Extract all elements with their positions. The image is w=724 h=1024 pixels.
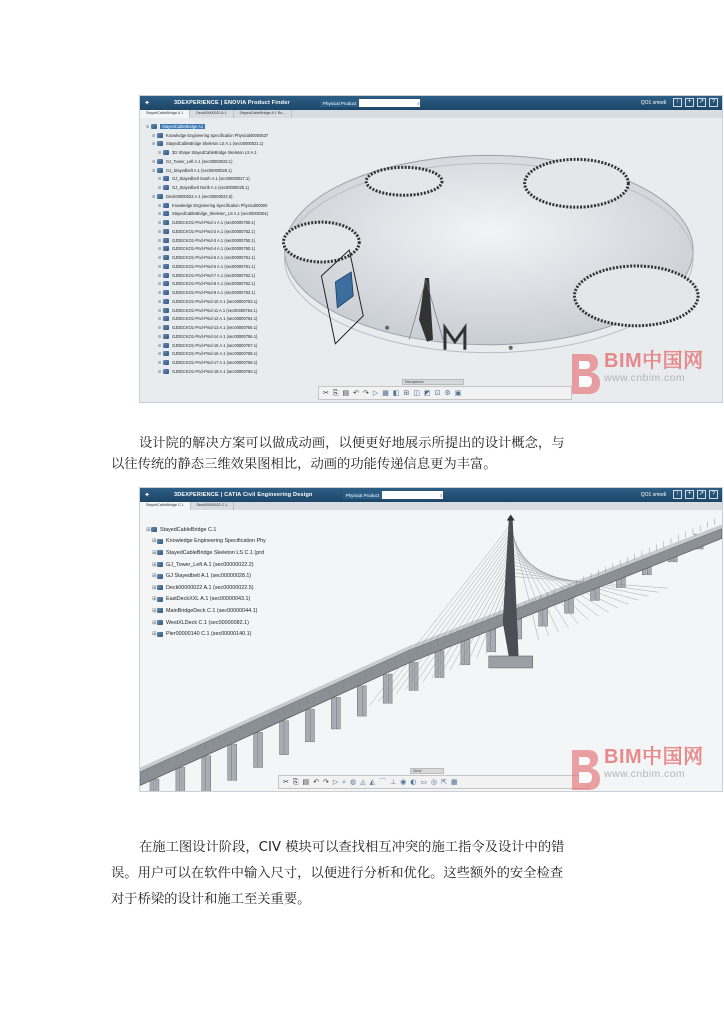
navigation-label: Navigation [405,380,424,384]
product-icon [163,299,169,304]
tree-node[interactable] [146,350,268,359]
render-icon[interactable]: ◐ [410,778,417,786]
print-icon[interactable]: ▦ [451,778,458,786]
cable-ring-left [284,222,360,262]
expand-icon[interactable]: ⊞ [146,526,151,533]
expand-icon[interactable]: ⊞ [152,158,156,164]
tree-node[interactable] [146,605,266,617]
measure-icon[interactable]: ◫ [413,389,420,397]
search-box[interactable] [343,491,443,499]
pier-column [228,744,232,780]
product-icon [163,264,169,269]
paragraph-line: 误。用户可以在软件中输入尺寸，以便进行分析和优化。这些额外的安全检查 [111,866,564,881]
pier-column [336,697,340,728]
product-icon [157,539,163,544]
product-icon [163,238,169,243]
tree-node[interactable] [146,157,268,166]
pier-column [383,674,387,703]
tree-node[interactable] [146,617,266,629]
product-icon [163,351,169,356]
tab-bar [140,502,722,510]
product-icon [157,141,163,146]
view-icon[interactable]: ▣ [454,389,462,397]
bim-logo-icon [566,746,602,794]
tree-node[interactable] [146,192,268,201]
select-icon[interactable]: ▷ [372,389,379,397]
terrain-icon[interactable]: ◭ [369,778,376,786]
tree-node[interactable] [146,628,266,640]
tree-node-label: GJDECKO1-Pnd-Pmd-8 A.1 (sec00000752.1) [172,281,256,287]
tree-node-label: GJ_Tower_Left A.1 (sec00000022.1) [166,158,233,164]
pier-column [285,721,289,755]
tree-node-label: MainBridgeDeck C.1 (sec00000044.1) [166,607,258,614]
tree-node[interactable] [146,323,268,332]
expand-icon[interactable]: ⊞ [158,263,162,269]
product-icon [163,211,169,216]
watermark-url: www.cnbim.com [604,372,686,384]
expand-icon[interactable]: ⊞ [152,631,157,638]
tab-1[interactable]: Deck00000022 A.1 [190,110,233,118]
expand-icon[interactable]: ⊞ [158,316,162,322]
product-icon [163,325,169,330]
tree-node-label: GJ_Tower_Left A.1 (sec00000022.2) [166,561,254,568]
section-icon[interactable]: ◩ [424,389,431,397]
tree-node[interactable] [146,332,268,341]
product-icon [163,176,169,181]
pier-column [331,697,335,728]
product-icon [157,159,163,164]
tree-node-label: GJ Stayedbelt A.1 (sec00000028.1) [166,573,252,580]
expand-icon[interactable]: ⊞ [158,150,162,156]
tree-node[interactable] [146,122,268,131]
tree-node[interactable] [146,236,268,245]
expand-icon[interactable]: ⊞ [158,325,162,331]
watermark-brand: BIM中国网 [604,746,704,768]
tree-node[interactable] [146,536,266,548]
product-icon [163,229,169,234]
tab-1[interactable]: Deck00000022 C.1 [191,502,235,510]
tree-node[interactable] [146,341,268,350]
tree-node-label: GJDECKO1-Pnd-Pmd-10 A.1 (sec00000753.1) [172,298,258,304]
help-icon[interactable]: ? [709,490,718,499]
search-scope-dropdown[interactable]: Physical Product [320,99,360,107]
product-icon [163,360,169,365]
assembly-icon[interactable]: ◧ [392,389,400,397]
product-icon [157,550,163,555]
product-icon [151,124,157,129]
paste-icon[interactable]: ▤ [302,778,310,786]
ds-compass-icon[interactable]: ✦ [144,100,150,107]
export-icon[interactable]: ⇱ [441,778,447,786]
tree-node[interactable] [146,547,266,559]
view-label: View [413,769,422,773]
product-icon [151,527,157,532]
redo-icon[interactable]: ↷ [362,389,369,397]
expand-icon[interactable]: ⊞ [152,193,156,199]
tree-node-label: Deck00000022 A.1 (sec00000022.5) [166,584,254,591]
tree-node-label: 3D Shape StayedCableBridge Skeleton LS A.1 [172,150,257,156]
tree-node-label: GJDECKO1-Pnd-Pmd-5 A.1 (sec00000751.1) [172,255,256,261]
product-icon [163,316,169,321]
expand-icon[interactable]: ⊞ [158,307,162,313]
tools-icon[interactable]: ⚙ [444,389,451,397]
expand-icon[interactable]: ⊞ [158,298,162,304]
tab-0[interactable]: StayedCableBridge C.1 [140,502,191,510]
tree-node-label: StayedCableBridge Skeleton LS A.1 (sec00000021.1) [166,141,264,147]
pier-column [259,732,263,767]
tree-node-label: GJDECKO1-Pnd-Pmd-2 A.1 (sec00000752.1) [172,228,256,234]
tree-node-label: GJ_Stayedbelt South A.1 (sec00000027.1) [172,176,250,182]
tree-node-label: GJDECKO1-Pnd-Pmd-14 A.1 (sec00000756.1) [172,333,258,339]
expand-icon[interactable]: ⊞ [158,333,162,339]
ds-compass-icon[interactable]: ✦ [144,492,150,499]
main-pylon [503,520,519,667]
cable-ring-top-right [525,159,629,207]
expand-icon[interactable]: ⊞ [158,368,162,374]
zoom-icon[interactable]: ⌕ [342,777,347,786]
add-icon[interactable]: + [685,98,694,107]
pier-column [207,756,211,792]
tree-node[interactable] [146,210,268,219]
undo-icon[interactable]: ↶ [313,778,319,786]
navigation-panel[interactable] [402,379,464,385]
expand-icon[interactable]: ⊞ [158,290,162,296]
tree-node-label: GJDECKO1-Pnd-Pmd-16 A.1 (sec00000758.1) [172,351,258,357]
pier-icon[interactable]: ⊥ [390,778,397,786]
product-icon [163,334,169,339]
pier-column [492,627,496,651]
cut-icon[interactable]: ✂ [283,778,289,786]
watermark-url: www.cnbim.com [604,768,686,780]
tree-node[interactable] [146,140,268,149]
paste-icon[interactable]: ▤ [342,389,350,397]
product-icon [163,185,169,190]
product-icon [157,194,163,199]
expand-icon[interactable]: ⊞ [152,619,157,626]
tree-node[interactable] [146,245,268,254]
expand-icon[interactable]: ⊞ [152,584,157,591]
tree-node-label: GJDECKO1-Pnd-Pmd-9 A.1 (sec00000753.1) [172,290,256,296]
globe-icon[interactable]: ◍ [350,778,357,786]
pier-column [233,744,237,780]
select-icon[interactable]: ▷ [332,778,339,786]
tree-node-label: GJDECKO1-Pnd-Pmd-7 A.1 (sec00000752.1) [172,272,256,278]
tree-node[interactable] [146,297,268,306]
explode-icon[interactable]: ⊡ [434,389,441,397]
watermark-bim [566,746,704,794]
tree-node[interactable] [146,367,268,376]
tree-node[interactable] [146,131,268,140]
product-icon [157,608,163,613]
view-panel[interactable] [410,768,444,774]
paragraph-line: 对于桥梁的设计和施工至关重要。 [111,892,311,907]
tree-node[interactable] [146,280,268,289]
product-icon [157,168,163,173]
search-scope-dropdown[interactable]: Physical Product [343,491,383,499]
expand-icon[interactable]: ⊞ [158,176,162,182]
pier-column [357,686,361,716]
tree-node[interactable] [146,148,268,157]
pier-column [435,651,439,678]
tree-node-label: GJDECKO1-Pnd-Pmd-15 A.1 (sec00000757.1) [172,342,258,348]
expand-icon[interactable]: ⊞ [158,272,162,278]
add-icon[interactable]: + [685,490,694,499]
paragraph-line: 在施工图设计阶段，CIV 模块可以查找相互冲突的施工指令及设计中的错 [139,840,565,855]
product-icon [163,246,169,251]
expand-icon[interactable]: ⊞ [152,538,157,545]
pier-column [305,709,309,742]
product-icon [157,597,163,602]
tree-node-label: WestXLDeck C.1 (sec00000082.1) [166,619,249,626]
main-pylon-shaft [507,514,515,520]
pier-column [181,767,185,792]
expand-icon[interactable]: ⊞ [158,360,162,366]
tree-node[interactable] [146,570,266,582]
title-bar [140,96,722,110]
paragraph-animation [111,433,611,475]
cable-ring-bottom-right [575,266,699,326]
tree-node[interactable] [146,262,268,271]
product-icon [163,203,169,208]
expand-icon[interactable]: ⊞ [152,573,157,580]
product-icon [163,150,169,155]
tree-node-label: StayedCableBridge A1 [162,123,204,129]
cable-ring-top-center [366,167,442,195]
expand-icon[interactable]: ⊞ [152,132,156,138]
tree-node-label: StayedCableBridge Skeleton LS C.1 (prd [166,549,264,556]
insert-icon[interactable]: ▦ [382,389,389,397]
expand-icon[interactable]: ⊞ [152,549,157,556]
product-icon [163,290,169,295]
action-toolbar [318,386,572,400]
tree-node-label: GJDECKO1-Pnd-Pmd-18 A.1 (sec00000760.1) [172,368,258,374]
pier-column [254,732,258,767]
cut-icon[interactable]: ✂ [323,389,329,397]
tab-bar [140,110,722,118]
pier-column [388,674,392,703]
tree-node[interactable] [146,166,268,175]
tree-node[interactable] [146,582,266,594]
title-bar [140,488,722,502]
pier-column [466,639,470,665]
user-name[interactable]: QO1 xmedi [640,491,666,498]
paragraph-civ-module [111,835,611,913]
target-icon[interactable]: ◎ [431,778,438,786]
titlebar-icons [641,98,718,107]
tree-node-label: Pier00000140 C.1 (sec00000140.1) [166,631,252,638]
copy-icon[interactable]: ⎘ [292,777,299,786]
expand-icon[interactable]: ⊞ [152,596,157,603]
tree-node[interactable] [146,183,268,192]
undo-icon[interactable]: ↶ [353,389,359,397]
watermark-bim [566,350,704,398]
expand-icon[interactable]: ⊞ [158,202,162,208]
product-icon [163,273,169,278]
search-icon[interactable]: ⌕ [440,492,443,498]
expand-icon[interactable]: ⊞ [152,561,157,568]
paragraph-line: 设计院的解决方案可以做成动画，以便更好地展示所提出的设计概念，与 [139,436,565,451]
broadcast-icon[interactable]: ↗ [698,99,705,105]
expand-icon[interactable]: ⊞ [158,255,162,261]
expand-icon[interactable]: ⊞ [158,211,162,217]
product-icon [157,632,163,637]
tree-node[interactable] [146,271,268,280]
constraint-icon[interactable]: ⊞ [403,389,410,397]
expand-icon[interactable]: ⊞ [158,237,162,243]
tab-0[interactable]: StayedCableBridge A.1 [140,110,190,118]
product-icon [163,281,169,286]
tree-node-label: GJDECKO1-Pnd-Pmd-17 A.1 (sec00000759.1) [172,360,258,366]
tree-node[interactable] [146,524,266,536]
app-title: 3DEXPERIENCE | ENOVIA Product Finder [174,100,290,106]
tree-node-label: GJDECKO1-Pnd-Pmd-1 A.1 (sec00000750.1) [172,220,256,226]
expand-icon[interactable]: ⊞ [158,342,162,348]
tree-node-label: Knowledge Engineering Specification Physical00000 [172,202,268,208]
pier-column [362,686,366,716]
share-icon[interactable]: ↑ [673,98,682,107]
expand-icon[interactable]: ⊞ [152,141,156,147]
tree-node[interactable] [146,358,268,367]
bridge-icon[interactable]: ⌒ [379,778,387,786]
tree-node[interactable] [146,227,268,236]
search-box[interactable] [320,99,420,107]
pier-column [202,756,206,792]
share-icon[interactable]: ↑ [673,490,682,499]
product-icon [157,133,163,138]
road-icon[interactable]: ◬ [360,778,366,786]
tree-node[interactable] [146,175,268,184]
expand-icon[interactable]: ⊞ [158,220,162,226]
tree-node-label: GJ_Stayedbelt A.1 (sec00000028.1) [166,167,232,173]
tab-2[interactable]: StayedCableBridge A.1 Ro... [234,110,293,118]
product-icon [163,343,169,348]
sheet-icon[interactable]: ▭ [420,778,428,786]
broadcast-icon[interactable]: ↗ [698,491,705,497]
tree-node-label: GJDECKO1-Pnd-Pmd-11 A.1 (sec00000754.1) [172,307,258,313]
expand-icon[interactable]: ⊞ [158,228,162,234]
action-toolbar [278,775,588,789]
tree-node-label: Knowledge Engineering Specification Physical00000537 [166,132,269,138]
pier-column [310,709,314,742]
watermark-brand: BIM中国网 [604,350,704,372]
tree-node-label: EastDeckXXL A.1 (sec00000043.1) [166,596,251,603]
tree-node[interactable] [146,288,268,297]
titlebar-icons [641,490,718,499]
tree-node[interactable] [146,218,268,227]
tree-node-label: StayedCableBridge C.1 [160,526,217,533]
tree-node-label: GJDECKO1-Pnd-Pmd-3 A.1 (sec00000750.1) [172,237,256,243]
tree-node[interactable] [146,201,268,210]
expand-icon[interactable]: ⊞ [146,123,150,129]
tree-node-label: StayedCableBridge_Skeleton_LS A.1 (sec00000361) [172,211,269,217]
product-structure-tree[interactable] [146,122,268,376]
expand-icon[interactable]: ⊞ [158,246,162,252]
product-icon [163,220,169,225]
paragraph-line: 以往传统的静态三维效果图相比，动画的功能传递信息更为丰富。 [111,457,497,472]
tree-node-label: Deck00000022 A.1 (sec00000022.5) [166,193,233,199]
tree-node-label: GJDECKO1-Pnd-Pmd-13 A.1 (sec00000755.1) [172,325,258,331]
product-icon [163,255,169,260]
product-icon [157,574,163,579]
expand-icon[interactable]: ⊞ [158,185,162,191]
pier-column [155,779,159,792]
expand-icon[interactable]: ⊞ [152,607,157,614]
product-icon [157,562,163,567]
product-icon [163,308,169,313]
pier-column [280,721,284,755]
product-icon [163,369,169,374]
search-icon[interactable]: ⌕ [417,100,420,106]
tree-node[interactable] [146,559,266,571]
redo-icon[interactable]: ↷ [322,778,329,786]
tree-node[interactable] [146,253,268,262]
bim-logo-icon [566,350,602,398]
tree-node[interactable] [146,315,268,324]
product-icon [157,620,163,625]
product-structure-tree[interactable] [146,524,266,640]
analysis-icon[interactable]: ◉ [400,778,407,786]
expand-icon[interactable]: ⊞ [152,167,156,173]
expand-icon[interactable]: ⊞ [158,281,162,287]
copy-icon[interactable]: ⎘ [332,388,339,397]
tree-node[interactable] [146,306,268,315]
product-icon [157,585,163,590]
tree-node-label: GJDECKO1-Pnd-Pmd-6 A.1 (sec00000751.1) [172,263,256,269]
expand-icon[interactable]: ⊞ [158,351,162,357]
tree-node-label: GJ_Stayedbelt North A.1 (sec00000025.1) [172,185,249,191]
help-icon[interactable]: ? [709,98,718,107]
pier-column [409,662,413,690]
app-title: 3DEXPERIENCE | CATIA Civil Engineering Design [174,492,313,498]
user-name[interactable]: QO1 xmedi [640,99,666,106]
pier-column [176,767,180,792]
tree-node[interactable] [146,594,266,606]
tree-node-label: GJDECKO1-Pnd-Pmd-4 A.1 (sec00000750.1) [172,246,256,252]
tree-node-label: GJDECKO1-Pnd-Pmd-12 A.1 (sec00000754.1) [172,316,258,322]
tree-node-label: Knowledge Engineering Specification Phy [166,538,266,545]
